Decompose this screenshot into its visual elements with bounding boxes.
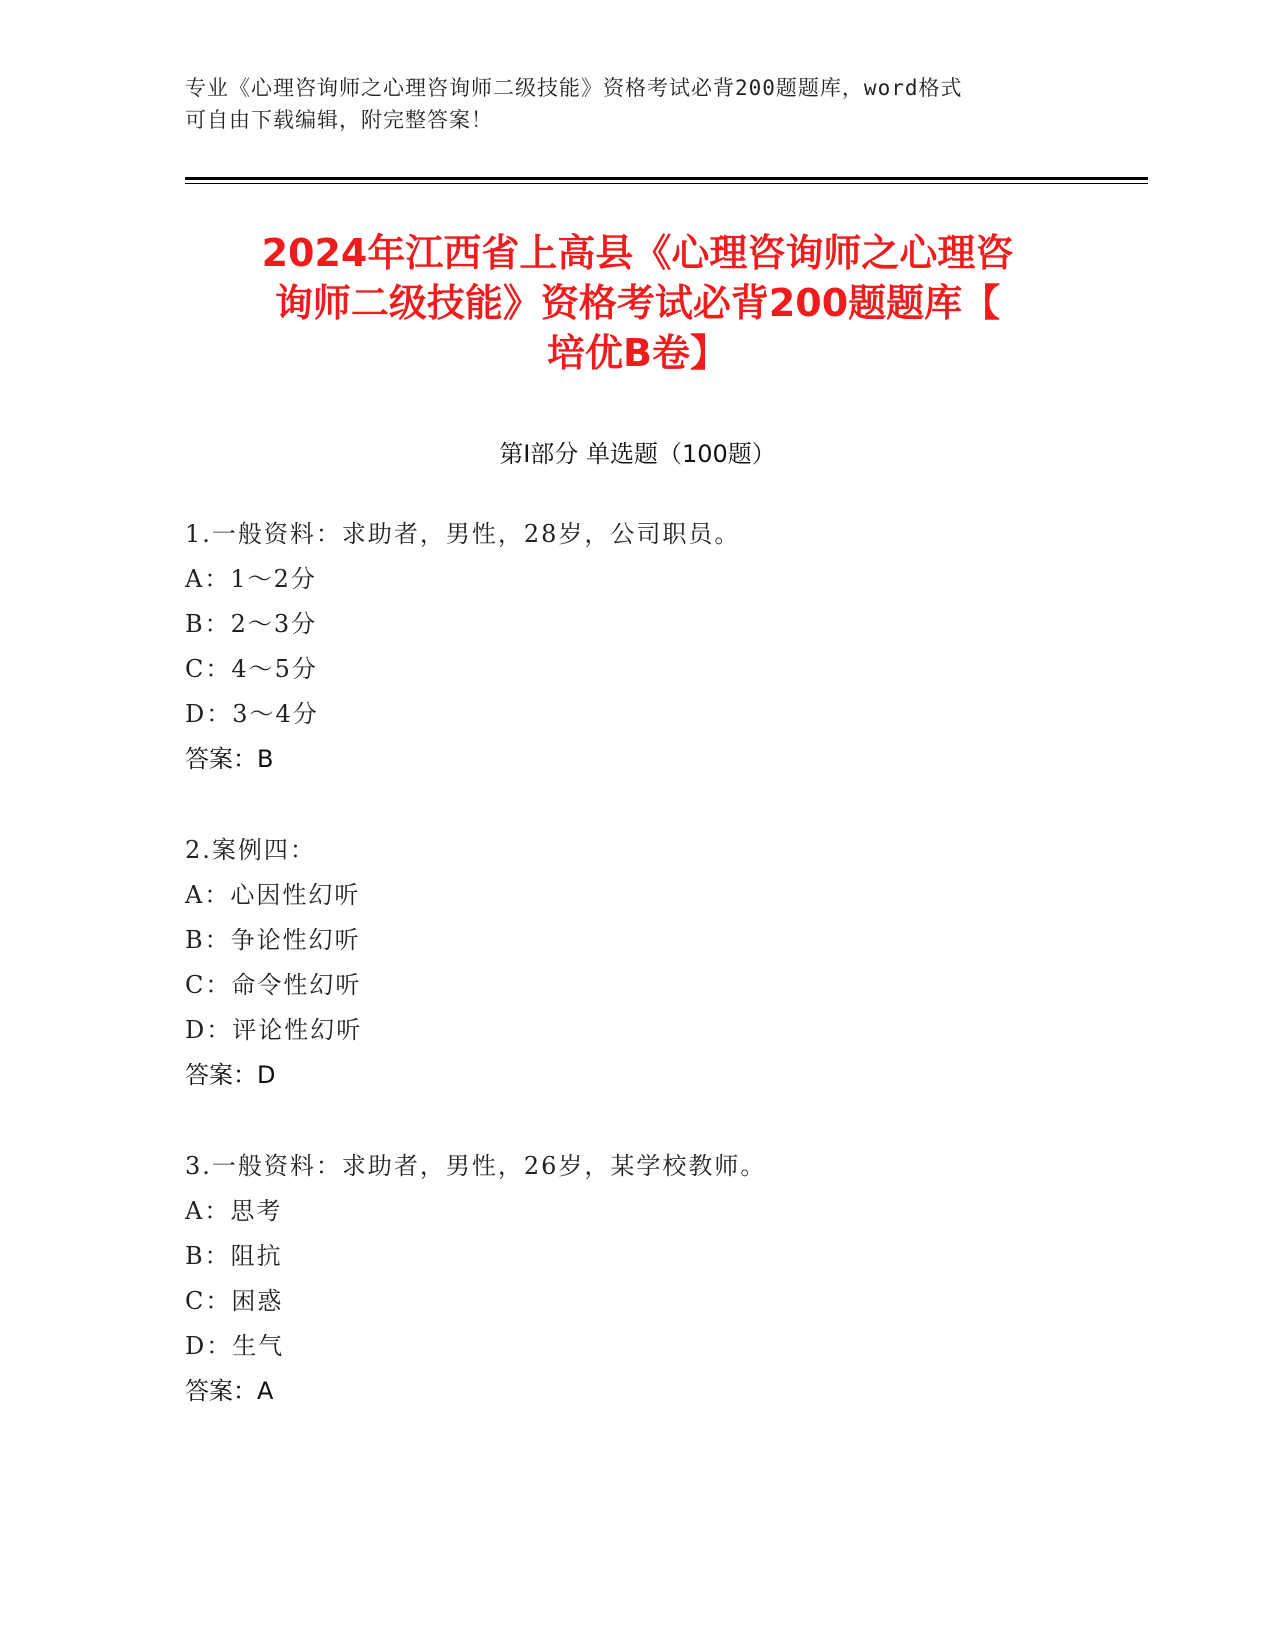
- option-c: C：4～5分: [185, 655, 318, 683]
- question-stem: 2.案例四：: [185, 836, 316, 864]
- question-stem: 1.一般资料：求助者，男性，28岁，公司职员。: [185, 520, 741, 548]
- option-c: C：困惑: [185, 1287, 284, 1315]
- header-note-line-2: 可自由下载编辑，附完整答案！: [185, 108, 493, 132]
- question-1: [185, 512, 1085, 782]
- section-heading: 第I部分 单选题（100题）: [499, 440, 776, 468]
- option-d: D：生气: [185, 1332, 285, 1360]
- option-a: A：1～2分: [185, 565, 317, 593]
- question-stem: 3.一般资料：求助者，男性，26岁，某学校教师。: [185, 1152, 767, 1180]
- option-a: A：心因性幻听: [185, 881, 361, 909]
- header-divider-thick: [185, 177, 1148, 180]
- option-b: B：2～3分: [185, 610, 318, 638]
- answer: 答案：B: [185, 745, 274, 773]
- document-title-line-3: 培优B卷】: [547, 331, 728, 375]
- option-d: D：3～4分: [185, 700, 319, 728]
- option-c: C：命令性幻听: [185, 971, 362, 999]
- option-a: A：思考: [185, 1197, 283, 1225]
- header-note-line-1: 专业《心理咨询师之心理咨询师二级技能》资格考试必背200题题库，word格式: [185, 76, 963, 100]
- option-d: D：评论性幻听: [185, 1016, 363, 1044]
- option-b: B：争论性幻听: [185, 926, 361, 954]
- header-divider-thin: [185, 183, 1148, 184]
- document-title: [150, 228, 1125, 378]
- header-note: [185, 72, 1085, 136]
- question-3: [185, 1144, 1085, 1414]
- answer: 答案：D: [185, 1061, 276, 1089]
- document-title-line-2: 询师二级技能》资格考试必背200题题库【: [274, 281, 1001, 325]
- document-title-line-1: 2024年江西省上高县《心理咨询师之心理咨: [261, 231, 1014, 275]
- answer: 答案：A: [185, 1377, 274, 1405]
- option-b: B：阻抗: [185, 1242, 283, 1270]
- question-2: [185, 828, 1085, 1098]
